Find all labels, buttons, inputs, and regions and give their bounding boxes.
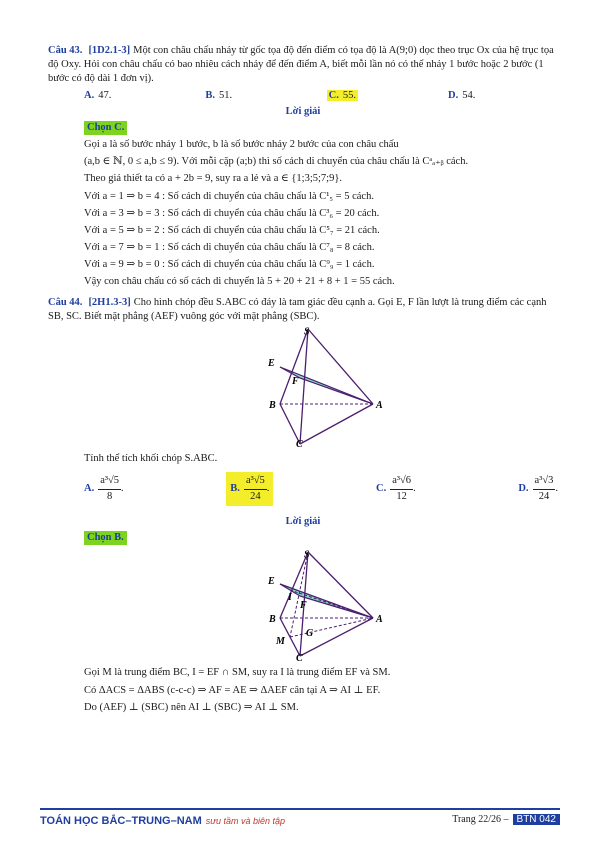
q44-choice-c: C. $\frac{\text{a³√6}}{12}$ .: [376, 475, 416, 502]
q44-text: Cho hình chóp đều S.ABC có đáy là tam giác đều cạnh a. Gọi E, F lần lượt là trung điểm các cạnh SB, SC. Biết mặt phẳng (AEF) vuông góc với mặt phẳng (SBC).: [48, 296, 547, 322]
label2-g: G: [306, 628, 314, 640]
q43-line-3: Theo giả thiết ta có a + 2b = 9, suy ra a lẻ và a ∈ {1;3;5;7;9}.: [84, 173, 343, 185]
q44-figure-1: [48, 326, 558, 448]
q43-choices: [48, 89, 558, 103]
q43-tag: [1D2.1-3]: [88, 45, 131, 56]
q43-line-2: (a,b ∈ ℕ, 0 ≤ a,b ≤ 9). Với mỗi cặp (a;b) thì số cách di chuyển của châu chấu là Cᵃₐ₊ᵦ cách.: [84, 156, 469, 168]
q43-line-4: Với a = 1 ⇒ b = 4 : Số cách di chuyển của châu chấu là C¹₅ = 5 cách.: [84, 190, 374, 202]
q44-statement: [48, 296, 558, 324]
footer-brand: TOÁN HỌC BẮC–TRUNG–NAM sưu tầm và biên tập: [40, 815, 285, 827]
label2-f: F: [300, 600, 307, 612]
label2-e: E: [268, 576, 275, 588]
q43-line-8: Với a = 9 ⇒ b = 0 : Số cách di chuyển của châu chấu là C⁹₉ = 1 cách.: [84, 259, 375, 271]
q44-question: Tính thể tích khối chóp S.ABC.: [84, 452, 218, 464]
q44-line-3: Do (AEF) ⊥ (SBC) nên AI ⊥ (SBC) ⇒ AI ⊥ SM.: [84, 701, 299, 713]
pyramid-diagram-2: [48, 550, 558, 662]
q44-choice-a: A. $\frac{\text{a³√5}}{8}$ .: [84, 475, 124, 502]
q43-line-1: Gọi a là số bước nhảy 1 bước, b là số bước nhảy 2 bước của con châu chấu: [84, 139, 399, 151]
label-a: A: [376, 399, 383, 411]
q44-choice-d: D. $\frac{\text{a³√3}}{24}$ .: [518, 475, 558, 502]
q43-line-6: Với a = 5 ⇒ b = 2 : Số cách di chuyển của châu chấu là C⁵₇ = 21 cách.: [84, 224, 380, 236]
label-f: F: [292, 375, 299, 387]
q43-line-5: Với a = 3 ⇒ b = 3 : Số cách di chuyển của châu chấu là C³₆ = 20 cách.: [84, 207, 380, 219]
label2-b: B: [269, 614, 276, 626]
q44-choice-b: B. $\frac{\text{a³√5}}{24}$ .: [226, 472, 273, 505]
pyramid-diagram-1: [48, 326, 558, 448]
q43-solution-title: Lời giải: [285, 105, 321, 117]
q43-line-9: Vậy con châu chấu có số cách di chuyển là 5 + 20 + 21 + 8 + 1 = 55 cách.: [84, 276, 395, 288]
label2-a: A: [376, 614, 383, 626]
q44-figure-2: [48, 550, 558, 662]
label-s: S: [304, 326, 310, 338]
content: [48, 44, 558, 718]
q43-text: Một con châu chấu nhảy từ gốc tọa độ đến điểm có tọa độ là A(9;0) dọc theo trục Ox của hệ trục tọa độ Oxy. Hỏi con châu chấu có bao nhiêu cách nhảy để đến điểm A, biết mỗi lần nó có thể nhảy 1 bước hoặc 2 bước (1 bước có độ dài 1 đơn vị).: [48, 45, 554, 85]
q44-line-1: Gọi M là trung điểm BC, I = EF ∩ SM, suy ra I là trung điểm EF và SM.: [84, 667, 391, 679]
q43-chosen: Chọn C.: [84, 121, 127, 135]
label2-s: S: [304, 550, 310, 561]
label-b: B: [269, 399, 276, 411]
q44-chosen: Chọn B.: [84, 531, 127, 545]
label2-m: M: [276, 636, 285, 648]
q43-number: Câu 43.: [48, 45, 83, 56]
label-c: C: [296, 438, 303, 448]
q43-choice-d: D. 54.: [447, 89, 476, 101]
q44-solution-title: Lời giải: [285, 516, 321, 528]
q43-choice-b: B. 51.: [205, 89, 233, 101]
page-footer: [40, 808, 560, 832]
q43-choice-a: A. 47.: [84, 89, 112, 101]
label2-c: C: [296, 653, 303, 663]
q43-statement: [48, 44, 558, 87]
q44-tag: [2H1.3-3]: [88, 296, 131, 308]
label-e: E: [268, 357, 275, 369]
q43-choice-c: C. 55.: [328, 89, 356, 101]
q44-number: Câu 44.: [48, 296, 83, 308]
footer-page: Trang 22/26 – BTN 042: [452, 813, 560, 827]
q43-line-7: Với a = 7 ⇒ b = 1 : Số cách di chuyển của châu chấu là C⁷₈ = 8 cách.: [84, 242, 375, 254]
q44-choices: [48, 469, 558, 509]
q44-line-2: Có ΔACS = ΔABS (c-c-c) ⇒ AF = AE ⇒ ΔAEF cân tại A ⇒ AI ⊥ EF.: [84, 684, 381, 696]
label2-i: I: [288, 592, 292, 604]
